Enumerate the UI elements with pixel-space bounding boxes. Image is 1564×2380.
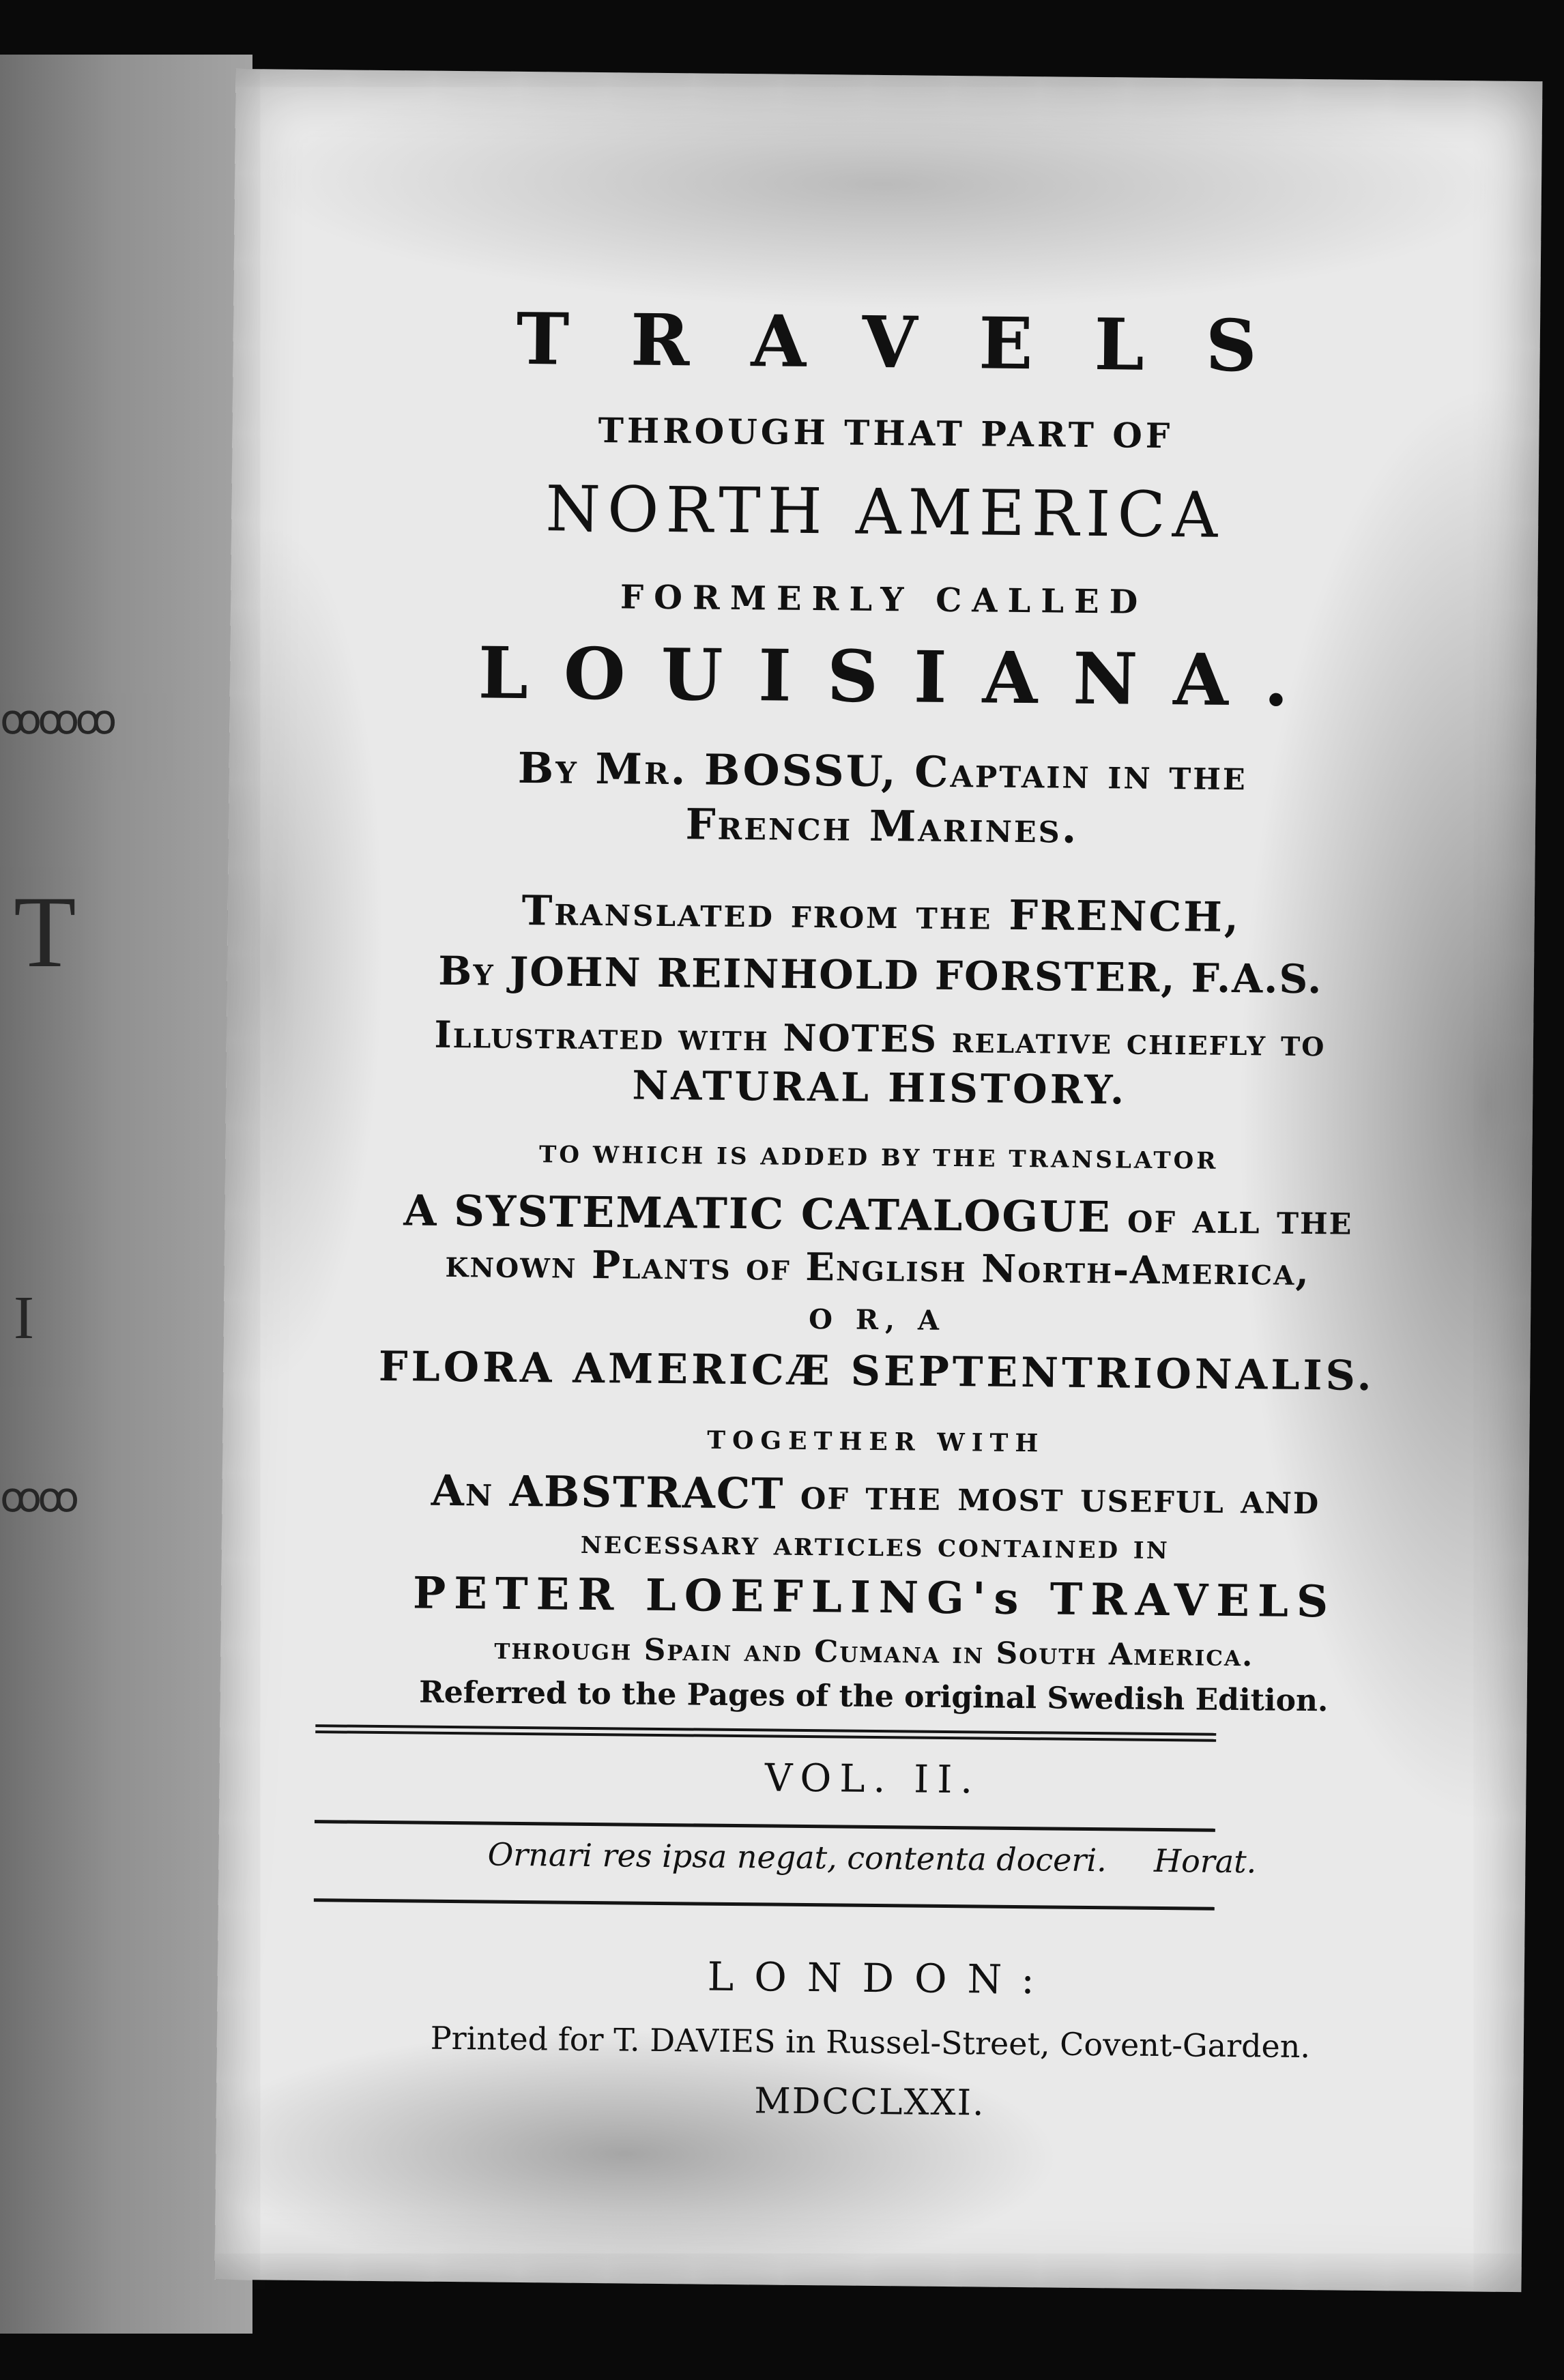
abstract-line: An ABSTRACT of the most useful and xyxy=(431,1465,1320,1524)
facing-page xyxy=(0,55,252,2334)
illustration-line: NATURAL HISTORY. xyxy=(632,1062,1127,1114)
double-rule xyxy=(315,1724,1216,1742)
letter-fragment: T xyxy=(14,875,76,989)
ornament-fragment: ꝏꝏꝏ xyxy=(0,697,113,742)
motto-author: Horat. xyxy=(1153,1842,1257,1881)
letter-fragment: I xyxy=(14,1284,34,1352)
catalogue-line: A SYSTEMATIC CATALOGUE of all the xyxy=(403,1185,1353,1245)
rule xyxy=(315,1820,1215,1832)
spain-line: through Spain and Cumana in South America. xyxy=(494,1631,1254,1674)
loefling-line: PETER LOEFLING's TRAVELS xyxy=(412,1567,1337,1628)
illustration-line: Illustrated with NOTES relative chiefly to xyxy=(434,1012,1326,1065)
translator-line: By JOHN REINHOLD FORSTER, F.A.S. xyxy=(438,947,1323,1003)
subtitle-region: NORTH AMERICA xyxy=(545,472,1225,552)
imprint-printer: Printed for T. DAVIES in Russel-Street, Covent-Garden. xyxy=(430,2019,1311,2065)
translation-line: Translated from the FRENCH, xyxy=(521,886,1241,942)
motto: Ornari res ipsa negat, contenta doceri. xyxy=(487,1835,1107,1879)
author-line: French Marines. xyxy=(685,799,1079,853)
flora-line: FLORA AMERICÆ SEPTENTRIONALIS. xyxy=(378,1342,1375,1400)
abstract-line: necessary articles contained in xyxy=(580,1522,1170,1567)
subtitle-louisiana: LOUISIANA. xyxy=(478,630,1324,723)
imprint-date: MDCCLXXI. xyxy=(754,2080,985,2124)
catalogue-line: known Plants of English North-America, xyxy=(445,1240,1311,1295)
volume-label: VOL. II. xyxy=(764,1756,981,1803)
together-line: TOGETHER WITH xyxy=(707,1425,1045,1458)
edition-note: Referred to the Pages of the original Swedish Edition. xyxy=(418,1674,1329,1719)
motto-line xyxy=(218,1836,1525,1880)
rule xyxy=(314,1898,1215,1911)
title-page-leaf xyxy=(214,69,1542,2292)
subtitle-formerly: FORMERLY CALLED xyxy=(620,578,1148,622)
ornament-fragment: ꝏꝏ xyxy=(0,1475,76,1520)
addition-line: TO WHICH IS ADDED BY THE TRANSLATOR xyxy=(538,1141,1219,1175)
title-page xyxy=(214,69,1542,2292)
author-line: By Mr. BOSSU, Captain in the xyxy=(517,742,1248,800)
imprint-place: LONDON: xyxy=(707,1953,1056,2003)
main-title: TRAVELS xyxy=(516,296,1319,389)
or-line: O R, A xyxy=(808,1303,946,1337)
subtitle-through: THROUGH THAT PART OF xyxy=(598,410,1174,456)
